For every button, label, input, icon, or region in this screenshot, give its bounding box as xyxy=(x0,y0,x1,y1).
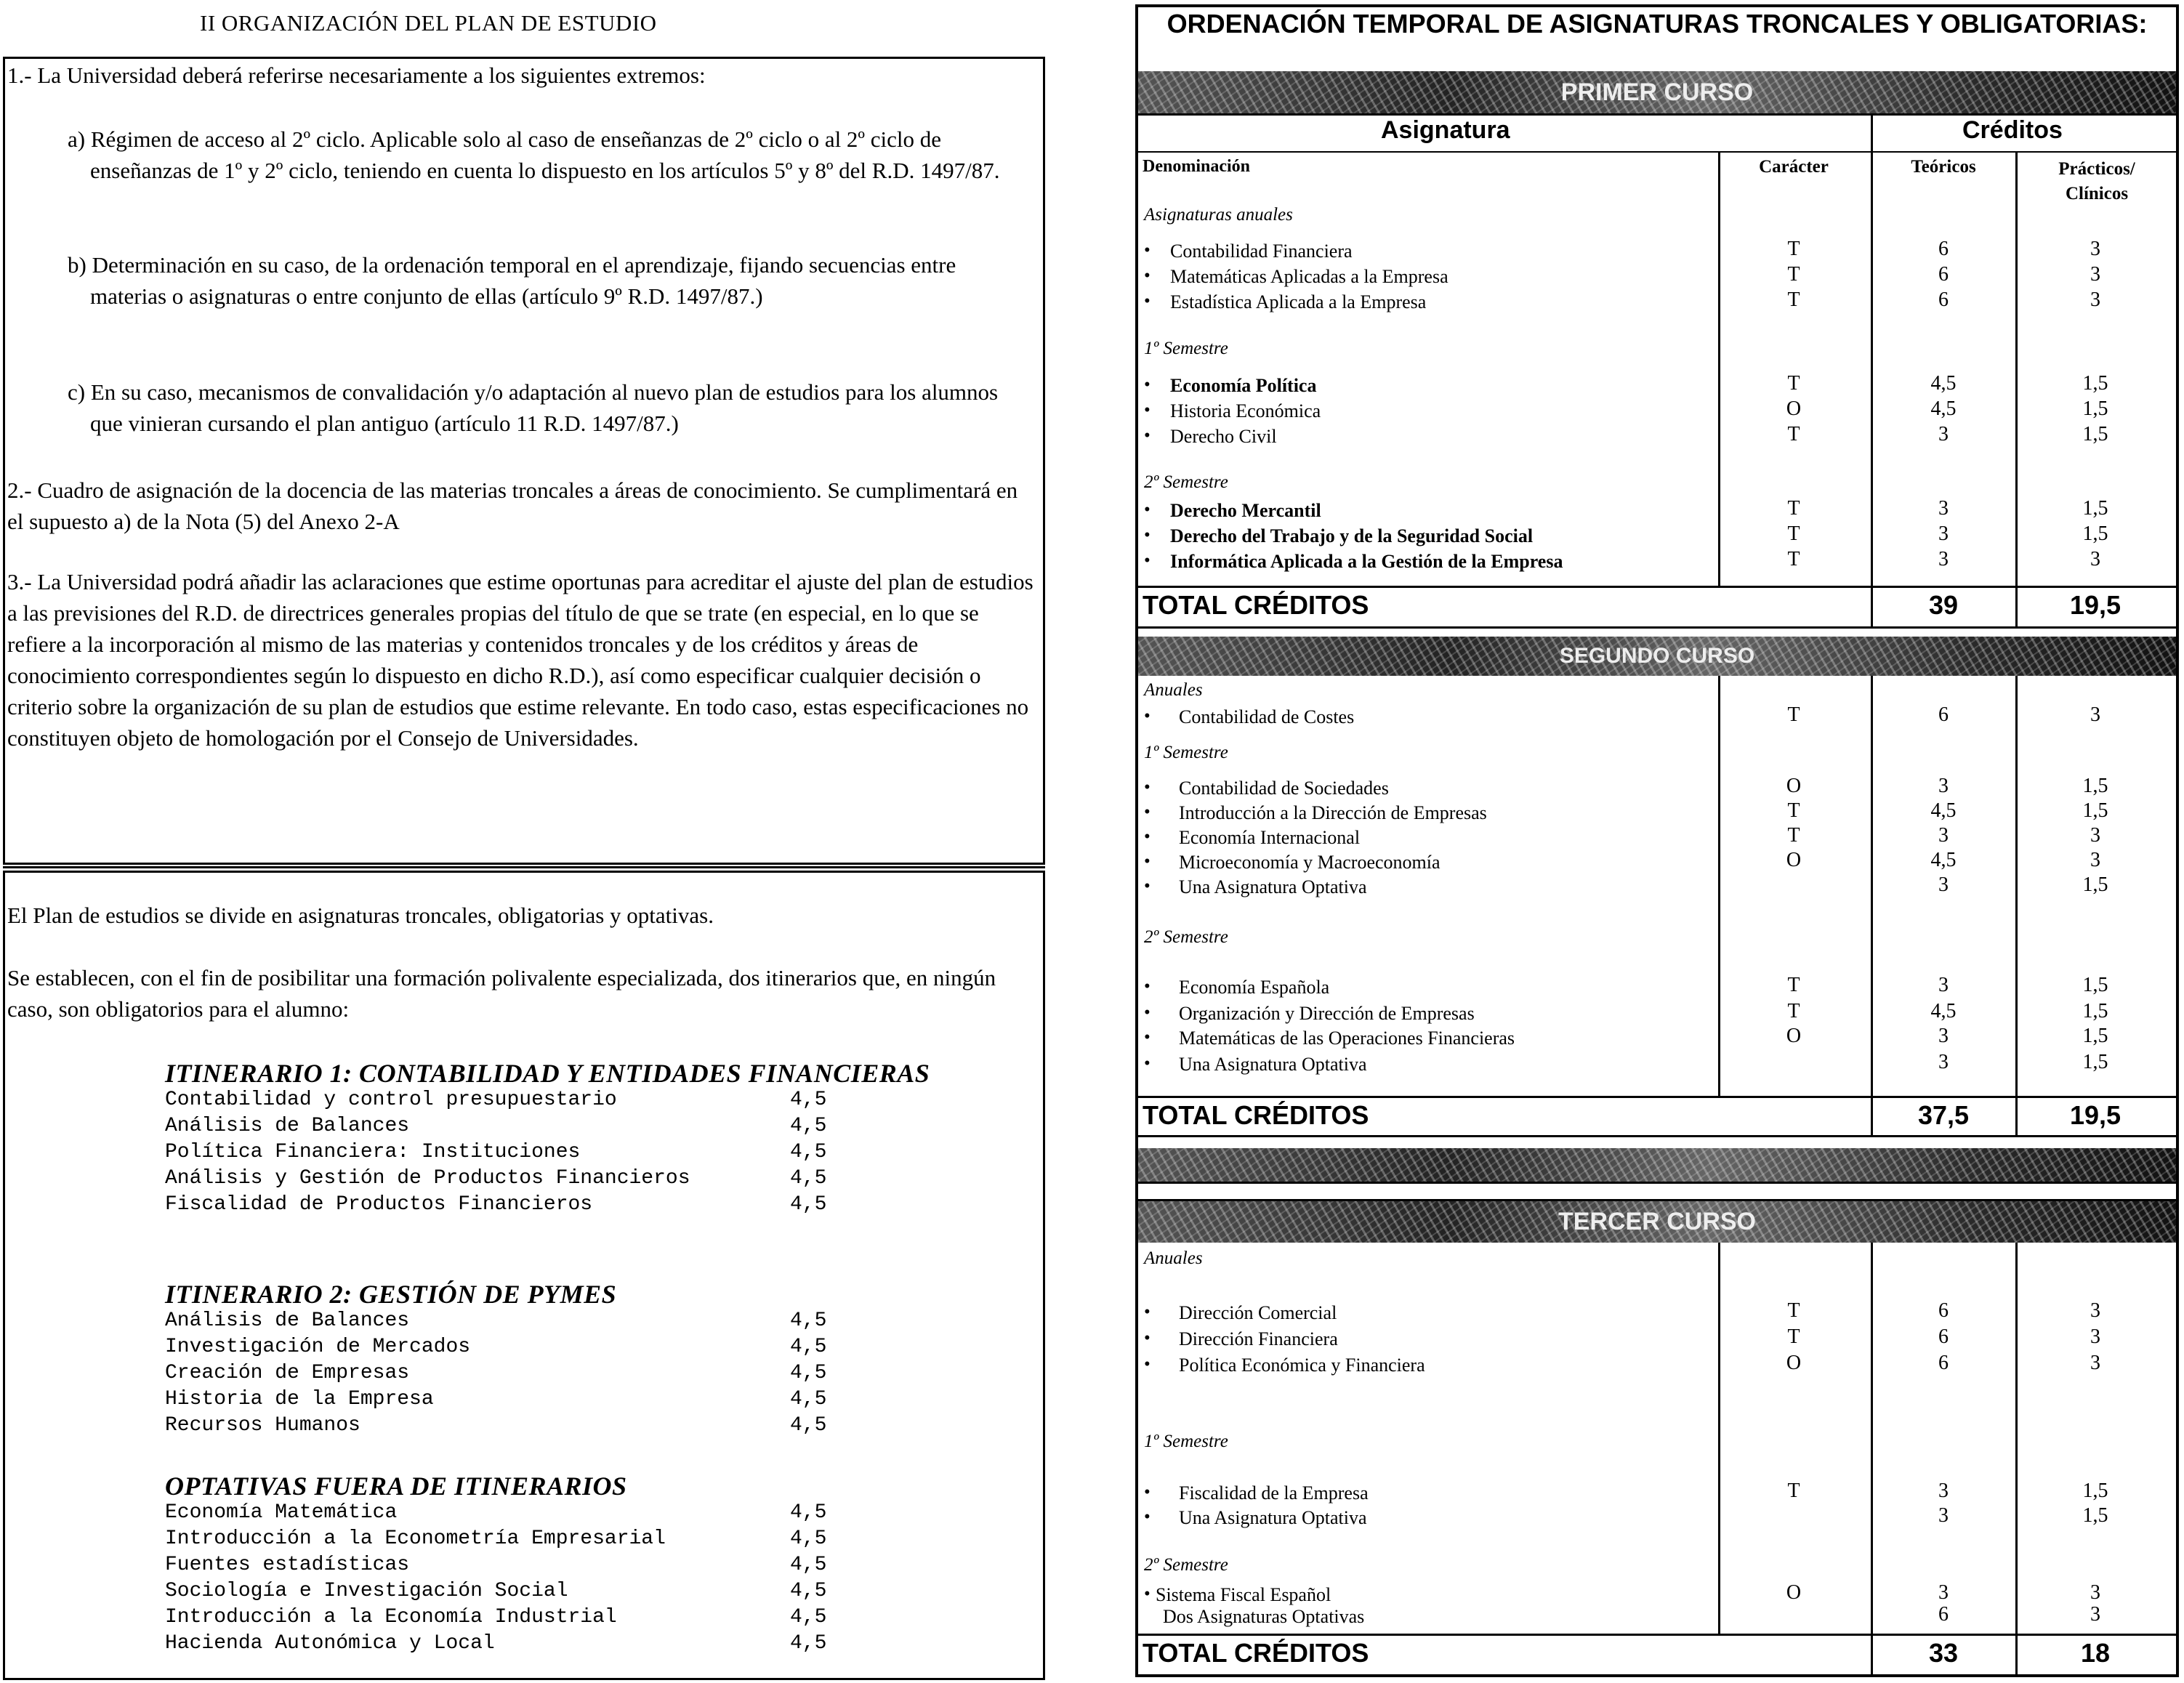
table-rule xyxy=(1138,1674,2176,1676)
subject-practicos: 3 xyxy=(2090,703,2100,726)
subject-teoricos: 6 xyxy=(1938,1325,1949,1348)
subject-caracter: T xyxy=(1787,288,1800,311)
subject-practicos: 1,5 xyxy=(2082,423,2108,445)
subject-caracter: T xyxy=(1787,974,1800,996)
table-rule xyxy=(1138,626,2176,629)
subject-practicos: 3 xyxy=(2090,288,2100,311)
timetable-title: ORDENACIÓN TEMPORAL DE ASIGNATURAS TRONCALES Y OBLIGATORIAS: xyxy=(1166,9,2148,39)
itinerario-item-credits: 4,5 xyxy=(790,1580,827,1602)
itinerario-item-name: Recursos Humanos xyxy=(165,1414,360,1437)
subject-practicos: 1,5 xyxy=(2082,1480,2108,1502)
itinerario-item-credits: 4,5 xyxy=(790,1414,827,1437)
total-practicos: 18 xyxy=(2080,1638,2111,1668)
subject-name: Política Económica y Financiera xyxy=(1179,1355,1425,1376)
table-rule xyxy=(1138,151,2176,153)
subject-practicos: 3 xyxy=(2090,1603,2100,1626)
subject-practicos: 1,5 xyxy=(2082,1504,2108,1527)
left-page-title: II ORGANIZACIÓN DEL PLAN DE ESTUDIO xyxy=(200,10,657,36)
bullet-icon: • xyxy=(1144,500,1151,520)
header-caracter: Carácter xyxy=(1759,157,1829,177)
column-rule xyxy=(1718,676,1720,1096)
itinerario-item xyxy=(165,1606,1037,1632)
itinerario-item xyxy=(165,1527,1037,1554)
itinerario-item-name: Fuentes estadísticas xyxy=(165,1554,410,1576)
subject-teoricos: 6 xyxy=(1938,1299,1949,1322)
total-teoricos: 33 xyxy=(1928,1638,1959,1668)
subject-caracter: T xyxy=(1787,423,1800,445)
table-rule xyxy=(1138,1199,2176,1201)
course-band-label: SEGUNDO CURSO xyxy=(1559,644,1755,668)
bullet-icon: • xyxy=(1144,291,1151,311)
subject-practicos: 1,5 xyxy=(2082,799,2108,822)
subject-name: Introducción a la Dirección de Empresas xyxy=(1179,802,1487,823)
column-rule xyxy=(2015,1243,2018,1674)
itinerario-item-credits: 4,5 xyxy=(790,1193,827,1216)
column-rule xyxy=(2015,676,2018,1135)
subject-teoricos: 3 xyxy=(1938,824,1949,847)
bullet-icon: • xyxy=(1144,1584,1151,1604)
plan-intro: El Plan de estudios se divide en asignaturas troncales, obligatorias y optativas. xyxy=(7,903,714,928)
subject-practicos: 3 xyxy=(2090,1299,2100,1322)
total-practicos: 19,5 xyxy=(2069,590,2121,620)
itinerario-item-name: Política Financiera: Instituciones xyxy=(165,1141,581,1163)
subject-practicos: 3 xyxy=(2090,824,2100,847)
subject-teoricos: 6 xyxy=(1938,288,1949,311)
bullet-icon: • xyxy=(1144,1054,1151,1073)
subject-practicos: 1,5 xyxy=(2082,974,2108,996)
subject-practicos: 1,5 xyxy=(2082,397,2108,420)
itinerario-item xyxy=(165,1580,1037,1606)
itinerario-item-credits: 4,5 xyxy=(790,1089,827,1111)
subject-teoricos: 6 xyxy=(1938,238,1949,260)
itinerario-item-credits: 4,5 xyxy=(790,1362,827,1384)
subject-name: Microeconomía y Macroeconomía xyxy=(1179,852,1440,873)
subject-name: Derecho Mercantil xyxy=(1170,500,1321,521)
bullet-icon: • xyxy=(1144,1028,1151,1047)
subject-teoricos: 6 xyxy=(1938,1603,1949,1626)
subject-teoricos: 3 xyxy=(1938,1581,1949,1604)
table-rule xyxy=(1138,1634,2176,1636)
bullet-icon: • xyxy=(1144,706,1151,726)
subject-teoricos: 3 xyxy=(1938,1025,1949,1047)
subject-teoricos: 3 xyxy=(1938,1051,1949,1073)
total-teoricos: 37,5 xyxy=(1917,1100,1970,1130)
itinerario-item-name: Sociología e Investigación Social xyxy=(165,1580,568,1602)
total-practicos: 19,5 xyxy=(2069,1100,2121,1130)
subject-caracter: T xyxy=(1787,548,1800,570)
itinerario-item xyxy=(165,1501,1037,1527)
itinerario-item-name: Fiscalidad de Productos Financieros xyxy=(165,1193,593,1216)
subject-teoricos: 3 xyxy=(1938,548,1949,570)
itinerario-item-credits: 4,5 xyxy=(790,1115,827,1137)
subject-teoricos: 3 xyxy=(1938,974,1949,996)
subject-caracter: T xyxy=(1787,703,1800,726)
itinerario-item xyxy=(165,1632,1037,1658)
itinerario-item-name: Contabilidad y control presupuestario xyxy=(165,1089,617,1111)
bullet-icon: • xyxy=(1144,1507,1151,1527)
subject-name: Informática Aplicada a la Gestión de la Empresa xyxy=(1170,551,1563,572)
bullet-icon: • xyxy=(1144,241,1151,260)
total-label: TOTAL CRÉDITOS xyxy=(1143,1100,1369,1130)
itinerario-2 xyxy=(165,1279,1037,1440)
itinerario-item-credits: 4,5 xyxy=(790,1141,827,1163)
table-rule xyxy=(1138,1135,2176,1137)
course-band xyxy=(1138,1200,2176,1243)
itinerario-item-name: Análisis de Balances xyxy=(165,1309,410,1332)
itinerario-item xyxy=(165,1115,1037,1141)
subject-practicos: 1,5 xyxy=(2082,775,2108,797)
paragraph-3: 3.- La Universidad podrá añadir las aclaraciones que estime oportunas para acreditar el ajuste del plan de estudios a las previsiones del R.D. de directrices generales propias del título de que se trate (en especial, en lo que se refiere a la incorporación al mismo de las materias y contenidos troncales y de los créditos y áreas de conocimiento correspondientes según lo dispuesto en dicho R.D.), así como especificar cualquier decisión o criterio sobre la organización de su plan de estudios que estime relevante. En todo caso, estas especificaciones no constituyen objeto de homologación por el Consejo de Universidades. xyxy=(7,569,1033,751)
subject-caracter: O xyxy=(1786,1025,1802,1047)
itinerario-item xyxy=(165,1141,1037,1167)
itinerario-item-credits: 4,5 xyxy=(790,1336,827,1358)
bullet-icon: • xyxy=(1144,977,1151,996)
subject-name: Sistema Fiscal Español xyxy=(1156,1584,1331,1605)
course-band xyxy=(1138,637,2176,676)
course-band-label: PRIMER CURSO xyxy=(1560,78,1754,106)
subject-name: Derecho Civil xyxy=(1170,426,1277,447)
itinerario-item-credits: 4,5 xyxy=(790,1632,827,1655)
table-rule xyxy=(1138,1096,2176,1098)
subject-caracter: T xyxy=(1787,1480,1800,1502)
itinerario-item-name: Historia de la Empresa xyxy=(165,1388,434,1410)
itinerario-item xyxy=(165,1089,1037,1115)
itinerario-item xyxy=(165,1414,1037,1440)
course-band-label: TERCER CURSO xyxy=(1558,1208,1757,1235)
decorative-band xyxy=(1138,1148,2176,1182)
itinerario-item-credits: 4,5 xyxy=(790,1167,827,1190)
table-rule xyxy=(1138,586,2176,588)
bullet-icon: • xyxy=(1144,266,1151,286)
bullet-icon: • xyxy=(1144,778,1151,797)
itinerario-item-name: Introducción a la Economía Industrial xyxy=(165,1606,617,1628)
itinerario-item xyxy=(165,1309,1037,1336)
subject-teoricos: 4,5 xyxy=(1930,799,1957,822)
subject-teoricos: 4,5 xyxy=(1930,1000,1957,1022)
subject-teoricos: 4,5 xyxy=(1930,397,1957,420)
group-label: 1º Semestre xyxy=(1144,339,1228,358)
itinerario-item-name: Análisis y Gestión de Productos Financieros xyxy=(165,1167,690,1190)
subject-name: Matemáticas de las Operaciones Financieras xyxy=(1179,1028,1515,1049)
paragraph-1a: a) Régimen de acceso al 2º ciclo. Aplicable solo al caso de enseñanzas de 2º ciclo o al 2º ciclo de enseñanzas de 1º y 2º ciclo, teniendo en cuenta lo dispuesto en los artículos 5º y 8º del R.D. 1497/87. xyxy=(68,126,1000,183)
paragraph-1c: c) En su caso, mecanismos de convalidación y/o adaptación al nuevo plan de estudios para los alumnos que vinieran cursando el plan antiguo (artículo 11 R.D. 1497/87.) xyxy=(68,379,999,436)
subject-caracter: T xyxy=(1787,497,1800,520)
subject-name: Dos Asignaturas Optativas xyxy=(1163,1606,1365,1627)
group-label: 2º Semestre xyxy=(1144,1555,1228,1575)
optativas-list xyxy=(165,1501,1037,1658)
subject-name: Dirección Comercial xyxy=(1179,1302,1337,1323)
subject-practicos: 3 xyxy=(2090,263,2100,286)
itinerario-item-credits: 4,5 xyxy=(790,1309,827,1332)
box-divider xyxy=(3,866,1045,868)
column-rule xyxy=(1718,1243,1720,1634)
subject-teoricos: 3 xyxy=(1938,497,1949,520)
subject-caracter: O xyxy=(1786,1352,1802,1374)
column-rule xyxy=(1871,676,1873,1135)
itinerarios-intro: Se establecen, con el fin de posibilitar una formación polivalente especializada, dos itinerarios que, en ningún caso, son obligatorios para el alumno: xyxy=(7,965,996,1022)
total-label: TOTAL CRÉDITOS xyxy=(1143,1638,1369,1668)
total-teoricos: 39 xyxy=(1928,590,1959,620)
subject-name: Contabilidad de Sociedades xyxy=(1179,778,1389,799)
subject-caracter: T xyxy=(1787,1000,1800,1022)
subject-practicos: 3 xyxy=(2090,1581,2100,1604)
bullet-icon: • xyxy=(1144,827,1151,847)
itinerario-item-name: Investigación de Mercados xyxy=(165,1336,471,1358)
itinerario-1 xyxy=(165,1058,1037,1219)
subject-practicos: 1,5 xyxy=(2082,1025,2108,1047)
subject-caracter: T xyxy=(1787,1299,1800,1322)
subject-teoricos: 3 xyxy=(1938,873,1949,896)
column-rule xyxy=(1718,151,1720,586)
subject-practicos: 3 xyxy=(2090,1325,2100,1348)
subject-teoricos: 3 xyxy=(1938,775,1949,797)
subject-teoricos: 3 xyxy=(1938,423,1949,445)
itinerario-item xyxy=(165,1388,1037,1414)
subject-name: Derecho del Trabajo y de la Seguridad Social xyxy=(1170,525,1534,546)
subject-teoricos: 3 xyxy=(1938,1504,1949,1527)
subject-caracter: T xyxy=(1787,522,1800,545)
header-asignatura: Asignatura xyxy=(1381,116,1510,144)
subject-name: Economía Política xyxy=(1170,375,1317,396)
bullet-icon: • xyxy=(1144,1482,1151,1502)
group-label: 2º Semestre xyxy=(1144,472,1228,492)
subject-name: Estadística Aplicada a la Empresa xyxy=(1170,291,1427,312)
subject-caracter: T xyxy=(1787,263,1800,286)
column-rule xyxy=(1871,113,1873,626)
table-rule xyxy=(1138,113,2176,116)
subject-name: Dirección Financiera xyxy=(1179,1328,1338,1349)
subject-practicos: 1,5 xyxy=(2082,1051,2108,1073)
subject-practicos: 1,5 xyxy=(2082,497,2108,520)
subject-name: Una Asignatura Optativa xyxy=(1179,1054,1367,1075)
subject-name: Economía Española xyxy=(1179,977,1330,998)
header-teoricos: Teóricos xyxy=(1911,157,1976,177)
itinerario-item xyxy=(165,1554,1037,1580)
subject-teoricos: 6 xyxy=(1938,263,1949,286)
itinerario-item xyxy=(165,1336,1037,1362)
subject-caracter: T xyxy=(1787,238,1800,260)
group-label: Anuales xyxy=(1144,1248,1203,1268)
subject-name: Una Asignatura Optativa xyxy=(1179,1507,1367,1528)
subject-caracter: T xyxy=(1787,824,1800,847)
itinerario-2-list xyxy=(165,1309,1037,1440)
subject-caracter: O xyxy=(1786,849,1802,871)
total-label: TOTAL CRÉDITOS xyxy=(1143,590,1369,620)
group-label: Asignaturas anuales xyxy=(1144,205,1293,225)
itinerario-1-list xyxy=(165,1089,1037,1219)
bullet-icon: • xyxy=(1144,852,1151,871)
subject-teoricos: 6 xyxy=(1938,703,1949,726)
subject-caracter: T xyxy=(1787,372,1800,395)
subject-teoricos: 3 xyxy=(1938,1480,1949,1502)
subject-practicos: 3 xyxy=(2090,548,2100,570)
subject-name: Economía Internacional xyxy=(1179,827,1361,848)
itinerario-item-name: Introducción a la Econometría Empresarial xyxy=(165,1527,666,1550)
bullet-icon: • xyxy=(1144,876,1151,896)
subject-teoricos: 4,5 xyxy=(1930,849,1957,871)
subject-caracter: O xyxy=(1786,397,1802,420)
itinerario-item-credits: 4,5 xyxy=(790,1388,827,1410)
subject-practicos: 3 xyxy=(2090,1352,2100,1374)
bullet-icon: • xyxy=(1144,802,1151,822)
course-band xyxy=(1138,71,2176,113)
subject-practicos: 1,5 xyxy=(2082,873,2108,896)
itinerario-item-credits: 4,5 xyxy=(790,1501,827,1524)
subject-teoricos: 3 xyxy=(1938,522,1949,545)
subject-caracter: O xyxy=(1786,775,1802,797)
group-label: 1º Semestre xyxy=(1144,743,1228,762)
itinerario-item-name: Creación de Empresas xyxy=(165,1362,410,1384)
table-rule xyxy=(1138,1182,2176,1184)
subject-practicos: 3 xyxy=(2090,849,2100,871)
itinerario-item xyxy=(165,1362,1037,1388)
optativas-title: OPTATIVAS FUERA DE ITINERARIOS xyxy=(165,1472,627,1501)
subject-name: Contabilidad Financiera xyxy=(1170,241,1353,262)
bullet-icon: • xyxy=(1144,400,1151,420)
subject-practicos: 3 xyxy=(2090,238,2100,260)
paragraph-2: 2.- Cuadro de asignación de la docencia de las materias troncales a áreas de conocimiento. Se cumplimentará en el supuesto a) de la Nota (5) del Anexo 2-A xyxy=(7,477,1018,534)
subject-teoricos: 4,5 xyxy=(1930,372,1957,395)
bullet-icon: • xyxy=(1144,375,1151,395)
paragraph-1-intro: 1.- La Universidad deberá referirse necesariamente a los siguientes extremos: xyxy=(7,62,706,88)
itinerario-item-credits: 4,5 xyxy=(790,1554,827,1576)
subject-teoricos: 6 xyxy=(1938,1352,1949,1374)
itinerario-item-name: Hacienda Autonómica y Local xyxy=(165,1632,495,1655)
bullet-icon: • xyxy=(1144,426,1151,445)
itinerario-1-title: ITINERARIO 1: CONTABILIDAD Y ENTIDADES FINANCIERAS xyxy=(165,1059,930,1088)
subject-name: Una Asignatura Optativa xyxy=(1179,876,1367,897)
subject-practicos: 1,5 xyxy=(2082,372,2108,395)
subject-name: Matemáticas Aplicadas a la Empresa xyxy=(1170,266,1448,287)
subject-name: Historia Económica xyxy=(1170,400,1321,421)
group-label: Anuales xyxy=(1144,680,1203,700)
optativas xyxy=(165,1471,1037,1658)
subject-name: Fiscalidad de la Empresa xyxy=(1179,1482,1369,1504)
header-creditos: Créditos xyxy=(1962,116,2063,144)
subject-practicos: 1,5 xyxy=(2082,522,2108,545)
itinerario-2-title: ITINERARIO 2: GESTIÓN DE PYMES xyxy=(165,1280,617,1309)
bullet-icon: • xyxy=(1144,525,1151,545)
group-label: 1º Semestre xyxy=(1144,1432,1228,1451)
bullet-icon: • xyxy=(1144,551,1151,570)
column-rule xyxy=(1871,1243,1873,1674)
subject-practicos: 1,5 xyxy=(2082,1000,2108,1022)
paragraph-1b: b) Determinación en su caso, de la ordenación temporal en el aprendizaje, fijando secuencias entre materias o asignaturas o entre conjunto de ellas (artículo 9º R.D. 1497/87.) xyxy=(68,252,956,309)
subject-caracter: T xyxy=(1787,799,1800,822)
bullet-icon: • xyxy=(1144,1328,1151,1348)
itinerario-item xyxy=(165,1193,1037,1219)
bullet-icon: • xyxy=(1144,1003,1151,1022)
subject-name: Organización y Dirección de Empresas xyxy=(1179,1003,1475,1024)
group-label: 2º Semestre xyxy=(1144,927,1228,947)
bullet-icon: • xyxy=(1144,1355,1151,1374)
itinerario-item xyxy=(165,1167,1037,1193)
subject-caracter: T xyxy=(1787,1325,1800,1348)
subject-caracter: O xyxy=(1786,1581,1802,1604)
itinerario-item-name: Análisis de Balances xyxy=(165,1115,410,1137)
bullet-icon: • xyxy=(1144,1302,1151,1322)
subject-name: Contabilidad de Costes xyxy=(1179,706,1355,727)
header-practicos: Prácticos/ Clínicos xyxy=(2058,159,2135,203)
itinerario-item-name: Economía Matemática xyxy=(165,1501,398,1524)
itinerario-item-credits: 4,5 xyxy=(790,1527,827,1550)
header-denominacion: Denominación xyxy=(1143,157,1251,176)
column-rule xyxy=(2015,151,2018,626)
itinerario-item-credits: 4,5 xyxy=(790,1606,827,1628)
